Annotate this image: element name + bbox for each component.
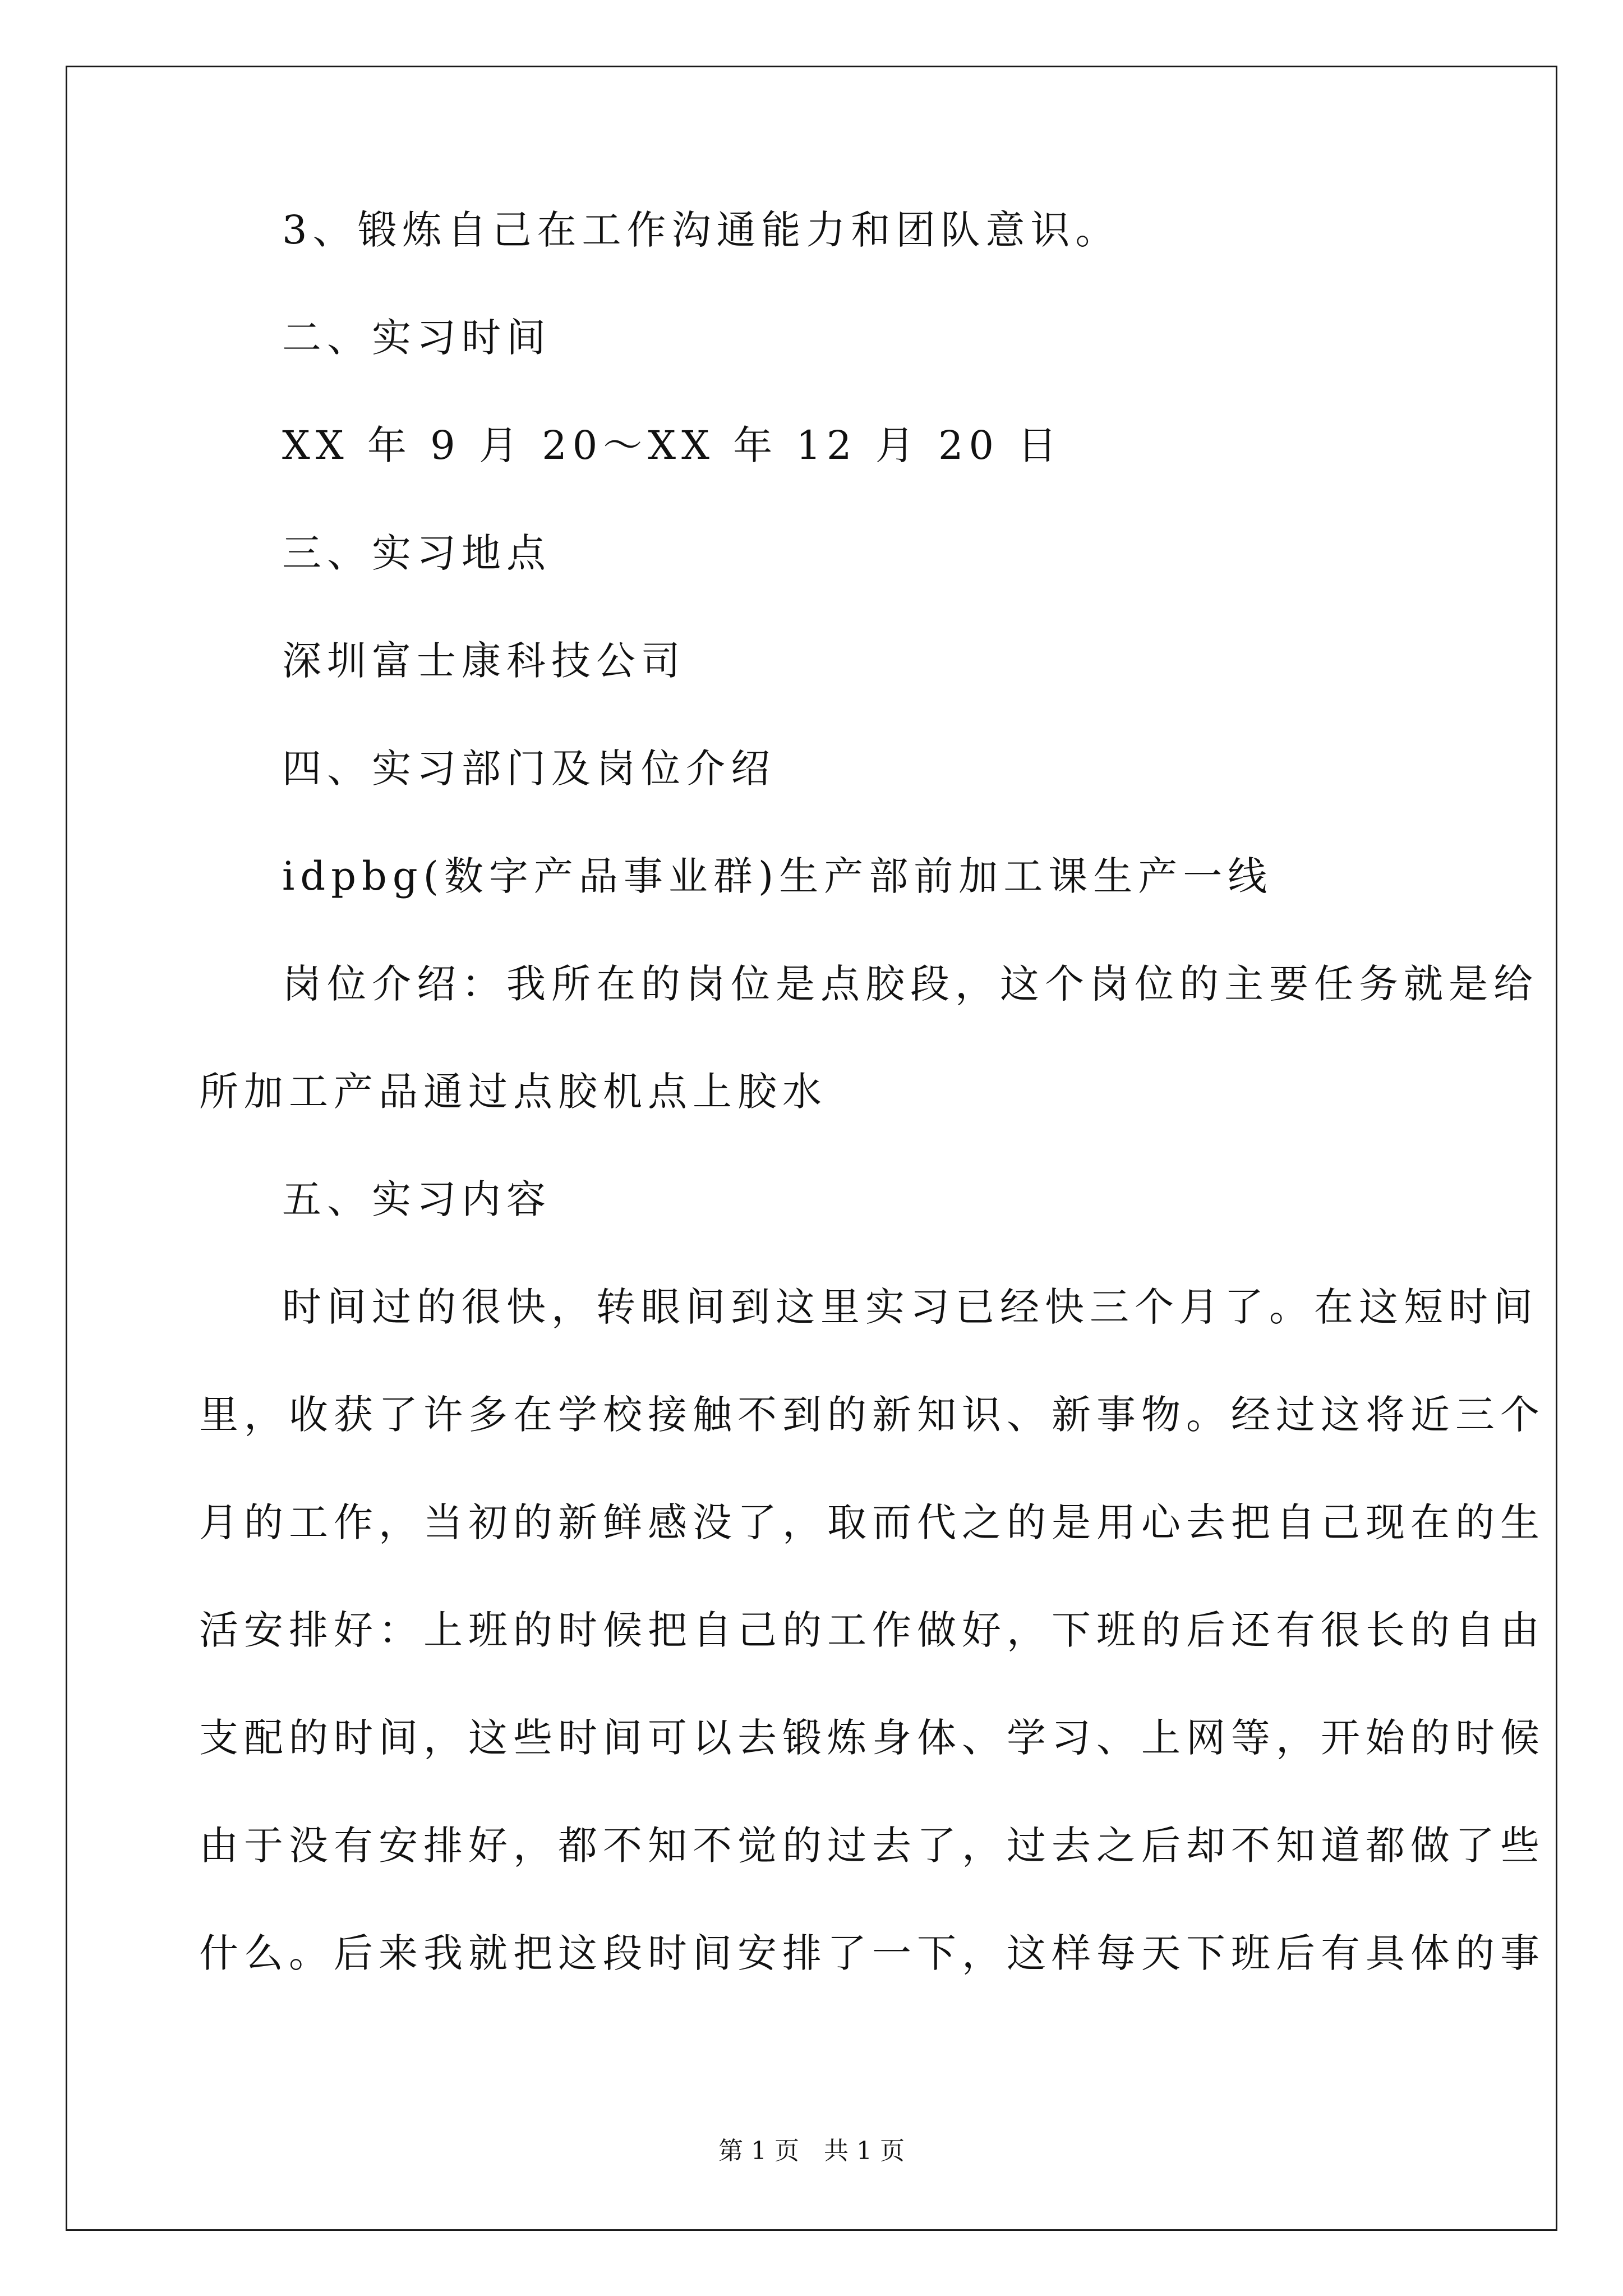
text-line: XX 年 9 月 20～XX 年 12 月 20 日 [282,422,1063,468]
section-heading: 四、实习部门及岗位介绍 [282,746,776,792]
section-heading: 二、实习时间 [282,315,551,361]
page-number-label: 第 1 页 共 1 页 [718,2137,905,2165]
text-line: 由于没有安排好，都不知不觉的过去了，过去之后却不知道都做了些 [199,1823,1545,1869]
text-line: idpbg(数字产品事业群)生产部前加工课生产一线 [282,853,1273,899]
text-line: 3、锻炼自己在工作沟通能力和团队意识。 [282,207,1121,253]
text-line: 岗位介绍：我所在的岗位是点胶段，这个岗位的主要任务就是给 [282,961,1538,1007]
text-line: 所加工产品通过点胶机点上胶水 [199,1069,827,1115]
text-line: 里，收获了许多在学校接触不到的新知识、新事物。经过这将近三个 [199,1392,1545,1438]
section-heading: 五、实习内容 [282,1176,551,1222]
text-line: 月的工作，当初的新鲜感没了，取而代之的是用心去把自己现在的生 [199,1499,1545,1545]
text-line: 深圳富士康科技公司 [282,638,686,684]
text-line: 活安排好：上班的时候把自己的工作做好，下班的后还有很长的自由 [199,1607,1545,1653]
document-body [199,202,1545,2033]
text-line: 时间过的很快，转眼间到这里实习已经快三个月了。在这短时间 [282,1284,1538,1330]
text-line: 支配的时间，这些时间可以去锻炼身体、学习、上网等，开始的时候 [199,1715,1545,1761]
text-line: 什么。后来我就把这段时间安排了一下，这样每天下班后有具体的事 [199,1930,1545,1976]
section-heading: 三、实习地点 [282,530,551,576]
page-footer [0,2134,1623,2168]
